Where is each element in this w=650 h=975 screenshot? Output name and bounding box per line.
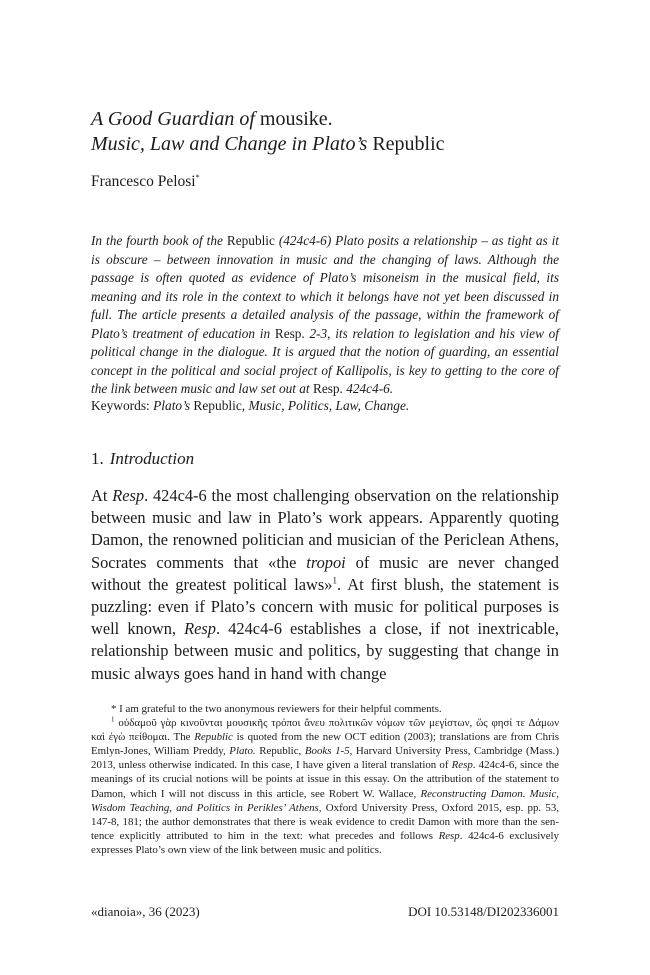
footnote-text: Reconstructing Damon. Music, Wisdom Teaching, and Politics in Perikles’ Athens: [91, 787, 560, 814]
keyword: , Music, Politics, Law, Change.: [241, 398, 410, 413]
body-text: Resp: [184, 619, 217, 639]
footnote-text: Books 1-5: [304, 745, 350, 758]
footnote-text: . 424c4-6, since the meanings of its crucial notions will be points at issue in this essay. On the attribution of the statement to Damon, which I will not discuss in this article, see Robert W. Wallace,: [91, 759, 559, 800]
body-text: . 424c4-6 the most challenging observation on the relationship between music and law in Plato’s work appears. Apparently quoting Damon, the renowned politician and musician of the Periclean Athens, Socrates comments that «the: [91, 486, 559, 572]
footnote-text: is quoted from the new OCT edition (2003); translations are from Chris Emlyn-Jones, William Preddy,: [91, 731, 559, 758]
abstract-text: Resp.: [312, 381, 343, 396]
article-title: [91, 107, 559, 157]
title-line-2-roman: Republic: [372, 133, 445, 155]
body-text: Resp: [112, 486, 145, 505]
abstract: [91, 232, 559, 399]
body-text: . 424c4-6 establishes a close, if not inextricable, relationship between music and politics, by suggesting that change in music always goes hand in hand with change: [91, 619, 559, 683]
abstract-text: 424c4-6.: [342, 381, 394, 396]
title-line-1-roman: mousike.: [259, 108, 333, 130]
abstract-text: 2-3, its relation to legislation and his view of political change in the dialogue. It is argued that the notion of guarding, an essential concept in the political and social project of Kallipolis, is key to getting to the core of the link between music and law set out at: [91, 325, 559, 396]
author-name: [91, 173, 559, 191]
author-name-text: Francesco Pelosi: [91, 173, 196, 190]
footnote-text: Resp: [438, 829, 460, 842]
body-text: tropoi: [306, 552, 346, 572]
title-line-1: [91, 107, 559, 132]
section-heading: [91, 449, 559, 469]
title-line-2-italic: Music, Law and Change in Plato’s: [91, 133, 373, 155]
journal-citation: «dianoia», 36 (2023): [91, 904, 200, 919]
footnotes: [91, 702, 559, 857]
footnote-1: [91, 716, 559, 857]
footnote-text: , Oxford University Press, Oxford 2015, esp. pp. 53, 147-8, 181; the author demonstrates that there is weak evidence to credit Damon with more than the sentence explicitly attributed to him in the text: what precedes and follows: [91, 801, 559, 842]
body-paragraph: [91, 485, 559, 685]
doi-link[interactable]: DOI 10.53148/DI202336001: [408, 904, 559, 919]
footnote-text: , Harvard University Press, Cambridge (Mass.) 2013, unless otherwise indicated. In this case, I have given a literal translation of: [91, 745, 559, 772]
author-footnote-mark[interactable]: *: [195, 172, 200, 182]
footnote-text: Republic,: [255, 745, 305, 758]
keyword: Republic: [190, 398, 242, 413]
title-line-2: [91, 132, 559, 157]
abstract-text: (424c4-6) Plato posits a relationship – as tight as it is obscure – between innovation in music and the changing of laws. Although the passage is often quoted as evidence of Plato’s misoneism in the musical field, its meaning and its role in the context to which it belongs have not yet been discussed in full. The article presents a detailed analysis of the passage, within the framework of Plato’s treatment of education in: [91, 233, 559, 341]
section-number: 1.: [91, 449, 104, 468]
footnote-text: Republic: [194, 731, 233, 744]
abstract-text: Resp.: [274, 325, 305, 341]
page-footer: [91, 904, 559, 920]
abstract-text: Republic: [226, 233, 275, 248]
keywords-label: Keywords:: [91, 398, 154, 413]
keywords: [91, 398, 559, 414]
footnote-1-mark: 1: [111, 715, 115, 724]
body-text: At: [91, 486, 113, 505]
section-title: Introduction: [109, 449, 195, 468]
footnote-text: Plato.: [229, 745, 256, 758]
footnote-text: . 424c4-6 exclusively expresses Plato’s own view of the link between music and politics.: [91, 829, 559, 856]
body-text: . At first blush, the statement is puzzling: even if Plato’s concern with music for political purposes is well known,: [91, 574, 559, 639]
footnote-star: * I am grateful to the two anonymous reviewers for their helpful comments.: [111, 703, 442, 715]
footnote-text: οὐδαμοῦ γὰρ κινοῦνται μουσικῆς τρόποι ἄνευ πολιτικῶν νόμων τῶν μεγίστων, ὥς φησί τε Δάμων καὶ ἐγὼ πείθομαι. The: [91, 717, 559, 744]
footnote-text: Resp: [451, 759, 473, 772]
body-text: of music are never changed without the greatest political laws»: [91, 552, 559, 594]
footnote-ref-1[interactable]: 1: [332, 575, 337, 586]
title-line-1-italic: A Good Guardian of: [91, 108, 260, 130]
keyword: Plato’s: [153, 398, 191, 413]
abstract-text: In the fourth book of the: [91, 233, 227, 248]
